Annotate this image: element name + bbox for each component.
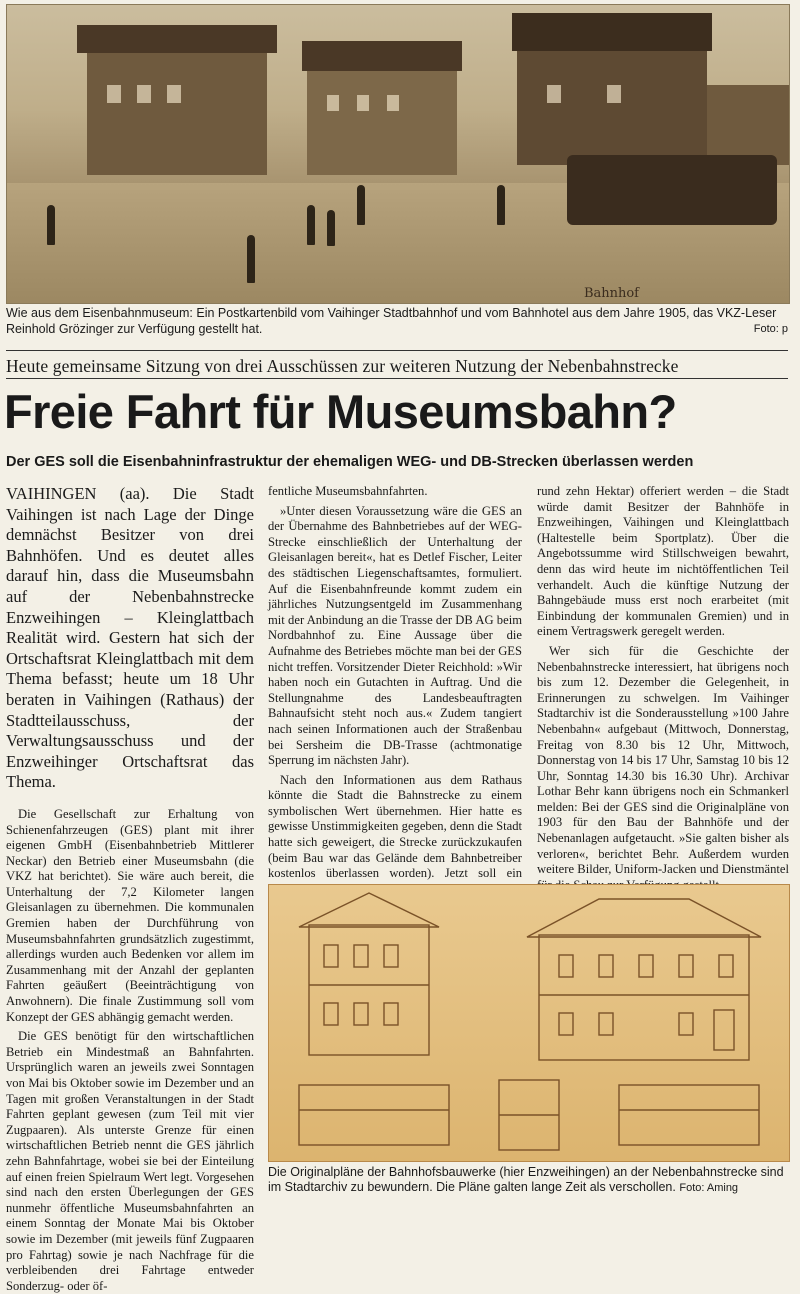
article-column-2 [268, 484, 522, 884]
divider [6, 350, 788, 351]
historic-station-photo [6, 4, 790, 304]
station-plan-image [268, 884, 790, 1162]
photo-caption [6, 305, 788, 337]
plan-caption-text: Die Originalpläne der Bahnhofsbauwerke (hier Enzweihingen) an der Nebenbahnstrecke sind im Stadtarchiv zu bewundern. Die Pläne galten lange Zeit als verschollen. [268, 1165, 784, 1194]
subheadline: Der GES soll die Eisenbahninfrastruktur der ehemaligen WEG- und DB-Strecken überlassen werden [6, 454, 694, 470]
photo-handwritten-word: Bahnhof [583, 286, 639, 301]
article-paragraph: Wer sich für die Geschichte der Nebenbahnstrecke interessiert, hat übrigens noch bis zum 12. Dezember die Gelegenheit, in Erinnerungen zu schwelgen. Im Vaihinger Stadtarchiv ist die Sonderausstellung »100 Jahre Nebenbahn« aufgebaut (Mittwoch, Donnerstag, Freitag von 8.30 bis 12 Uhr, Mittwoch, Donnerstag von 14 bis 17 Uhr, Samstag 10 bis 12 Uhr, Sonntag 14.30 bis 16.30 Uhr). Archivar Lothar Behr kann übrigens noch ein Schmankerl melden: Bei der GES sind die Originalpläne von 1903 für den Bau der Bahnhöfe und der Nebenanlagen aufgetaucht. »Sie galten bisher als verloren«, berichtet Behr. Außerdem wurden weitere Bilder, Uniform-Jacken und Dienstmäntel [537, 643, 789, 877]
divider [6, 378, 788, 379]
headline: Freie Fahrt für Museumsbahn? [4, 385, 677, 438]
kicker: Heute gemeinsame Sitzung von drei Ausschüssen zur weiteren Nutzung der Nebenbahnstrecke [6, 356, 679, 376]
article-paragraph: Die Gesellschaft zur Erhaltung von Schienenfahrzeugen (GES) plant mit ihrer eigenen GmbH (Eisenbahnbetrieb Mittlerer Neckar) den Betrieb einer Museumsbahn (die VKZ hat berichtet). Sie wäre auch bereit, die Unterhaltung der 7,2 Kilometer langen Gleisanlagen zu übernehmen. Die kommunalen Gremien haben der Durchführung von Museumsbahnfahrten grundsätzlich zugestimmt, allerdings wurden auch Bedenken vor allem im Zusammenhang mit der Anzahl der geplanten Fahrten geäußert (Beeinträchtigung von Anwohnern). Die finale Zustimmung soll vom Konzept der GES abhängig gemacht werden. [6, 806, 254, 1024]
article-column-3 [537, 484, 789, 884]
article-paragraph: Die GES benötigt für den wirtschaftlichen Betrieb ein Mindestmaß an Bahnfahrten. Ursprünglich waren an jeweils zwei Sonntagen von Mai bis Oktober sowie im Dezember und an Tagen mit großen Veranstaltungen in der Stadt Fahrten geplant gewesen (zum Teil mit vier Zugpaaren). Als unterste Grenze für einen wirtschaftlichen Betrieb nennt die GES jährlich zehn Bahnfahrtage, wobei sie bei der Einteilung auf einen freien Spielraum Wert legt. Vorgesehen sind nach den ersten Überlegungen der GES nunmehr öffentliche Museumsbahnfahrten an einem Sonntag der Monate Mai bis Oktober sowie im Dezember (mit jeweils fünf Zugpaaren pro Fahrtag) sowie je nach Nachfrage für die verbleibenden drei Fahrtage entweder Sonderzug- oder öf- [6, 1029, 254, 1293]
plan-credit: Foto: Aming [679, 1182, 739, 1194]
article-column-1 [6, 484, 254, 1293]
article-paragraph: »Unter diesen Voraussetzung wäre die GES an der Übernahme des Bahnbetriebes auf der WEG-Strecke einschließlich der Unterhaltung der Gleisanlagen bereit«, hat es Detlef Fischer, Leiter des städtischen Liegenschaftsamtes, formuliert. Auf die Eisenbahnfreunde kommt zudem ein jährliches Nutzungsentgeld im Zusammenhang mit der Anbindung an die Trasse der DB AG beim Nordbahnhof zu. Eine Aussage über die Aufnahme des Betriebes möchte man bei der GES nicht treffen. Vorsitzender Dieter Reichhold: »Wir haben noch ein Gutachten in Auftrag. Und die Stellungnahme des Landesbeauftragten Bahnaufsicht steht noch aus.« Zudem tangiert nach seinen Informationen auch der Straßenbau bei Sersheim die DB-Trasse (achtmonatige Sperrung im nächsten Jahr). [268, 503, 522, 768]
article-paragraph: Nach den Informationen aus dem Rathaus könnte die Stadt die Bahnstrecke zu einem symbolischen Wert übernehmen. Hier hatte es gewisse Unstimmigkeiten gegeben, denn die Stadt hatte sich geweigert, die Strecke zurückzukaufen (beim Bau war das Gelände dem Bahnbetreiber kostenlos überlassen worden). Jetzt soll ein [268, 772, 522, 881]
photo-credit: Foto: p [753, 323, 788, 335]
station-plan-drawing-icon [269, 885, 789, 1161]
article-paragraph: rund zehn Hektar) offeriert werden – die Stadt würde damit Besitzer der Bahnhöfe in Enzweihingen, Vaihingen und Kleinglattbach (Haltestelle beim Sportplatz). Über die Angebotssumme wird Stillschweigen bewahrt, denn das wird heute im nichtöffentlichen Teil verhandelt. Auch die künftige Nutzung der Bahngebäude muss erst noch erarbeitet (mit Einbindung der kommunalen Gremien) und in einem Vertragswerk geregelt werden. [537, 484, 789, 639]
article-lead: VAIHINGEN (aa). Die Stadt Vaihingen ist nach Lage der Dinge demnächst Besitzer von drei Bahnhöfen. Und es deutet alles darauf hin, dass die Museumsbahn auf der Nebenbahnstrecke Enzweihingen – Kleinglattbach Realität wird. Gestern hat sich der Ortschaftsrat Kleinglattbach mit dem Thema befasst; heute um 18 Uhr beraten in Vaihingen (Rathaus) der Stadtteilausschuss, der Verwaltungsausschuss und der Enzweihinger Ortschaftsrat das Thema. [6, 484, 254, 792]
photo-caption-text: Wie aus dem Eisenbahnmuseum: Ein Postkartenbild vom Vaihinger Stadtbahnhof und vom Bahnhotel aus dem Jahre 1905, das VKZ-Leser Reinhold Grözinger zur Verfügung gestellt hat. [6, 306, 777, 336]
plan-caption [268, 1165, 798, 1196]
article-paragraph: fentliche Museumsbahnfahrten. [268, 484, 428, 498]
